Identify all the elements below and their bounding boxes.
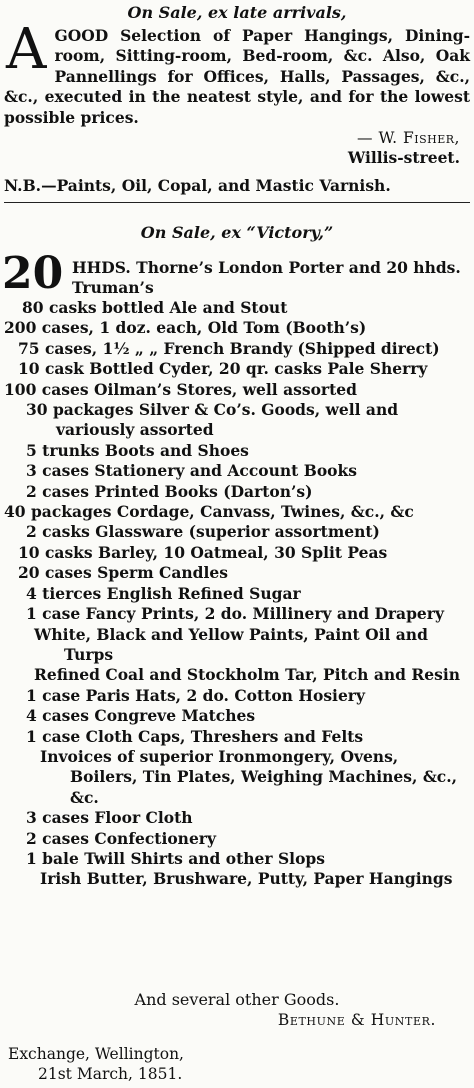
list-item: Irish Butter, Brushware, Putty, Paper Hangings — [40, 869, 453, 889]
drop-cap: A — [6, 17, 47, 82]
list-item: 10 casks Barley, 10 Oatmeal, 30 Split Peas — [18, 542, 388, 562]
list-item: 2 cases Confectionery — [26, 828, 216, 848]
ad1-body-block — [4, 17, 470, 169]
list-item: 3 cases Floor Cloth — [26, 808, 193, 828]
column-divider — [4, 202, 470, 203]
ad1-signature-name: — W. Fisher, — [357, 129, 460, 148]
list-item: 1 bale Twill Shirts and other Slops — [26, 848, 325, 868]
ad2-place-date — [8, 1044, 308, 1085]
list-item: 4 tierces English Refined Sugar — [26, 583, 301, 603]
list-item: 3 cases Stationery and Account Books — [26, 461, 357, 481]
list-item: Refined Coal and Stockholm Tar, Pitch and Resin — [34, 665, 460, 685]
list-item: 2 casks Glassware (superior assortment) — [26, 522, 380, 542]
list-item: 75 cases, 1½ „ „ French Brandy (Shipped direct) — [18, 338, 440, 358]
ad2-footer — [4, 990, 470, 1031]
list-item: 5 trunks Boots and Shoes — [26, 440, 249, 460]
list-item: 20 cases Sperm Candles — [18, 563, 228, 583]
list-item: 200 cases, 1 doz. each, Old Tom (Booth’s) — [4, 318, 367, 338]
ad2-more-goods: And several other Goods. — [134, 990, 340, 1009]
ad2-first-line: HHDS. Thorne’s London Porter and 20 hhds. Truman’s — [72, 258, 461, 298]
list-item: 80 casks bottled Ale and Stout — [22, 298, 288, 317]
ad2-firm-name: Bethune & Hunter. — [277, 1011, 436, 1030]
ad2-big-number: 20 — [2, 248, 64, 299]
list-item: Invoices of superior Ironmongery, Ovens, Boilers, Tin Plates, Weighing Machines, &c., &c. — [40, 746, 458, 807]
ad1-heading: On Sale, ex late arrivals, — [127, 3, 347, 22]
list-item: 1 case Paris Hats, 2 do. Cotton Hosiery — [26, 685, 365, 705]
list-item: 10 cask Bottled Cyder, 20 qr. casks Pale Sherry — [18, 359, 428, 379]
ad2-heading: On Sale, ex “Victory,” — [140, 223, 334, 242]
list-item: 1 case Cloth Caps, Threshers and Felts — [26, 726, 364, 746]
list-item: 2 cases Printed Books (Darton’s) — [26, 481, 313, 501]
list-item: White, Black and Yellow Paints, Paint Oil and Turps — [34, 624, 428, 664]
ad1-nb-line: N.B.—Paints, Oil, Copal, and Mastic Varnish. — [4, 176, 391, 195]
ad1-body-text: GOOD Selection of Paper Hangings, Dining-room, Sitting-room, Bed-room, &c. Also, Oak Pannellings for Offices, Halls, Passages, &c., &c., executed in the neatest style, and for the lowest possible prices. — [4, 26, 470, 127]
list-item: 40 packages Cordage, Canvass, Twines, &c., &c — [4, 502, 414, 522]
ad1-address: Willis-street. — [347, 148, 460, 168]
list-item: 30 packages Silver & Co’s. Goods, well and variously assorted — [26, 400, 399, 440]
ad1-signature — [4, 128, 470, 148]
list-item: 4 cases Congreve Matches — [26, 706, 256, 726]
ad2-place: Exchange, Wellington, — [8, 1045, 184, 1063]
list-item: 1 case Fancy Prints, 2 do. Millinery and Drapery — [26, 604, 444, 624]
list-item: 100 cases Oilman’s Stores, well assorted — [4, 379, 357, 399]
ad2-date: 21st March, 1851. — [38, 1065, 183, 1084]
ad2-item-list — [4, 298, 470, 890]
